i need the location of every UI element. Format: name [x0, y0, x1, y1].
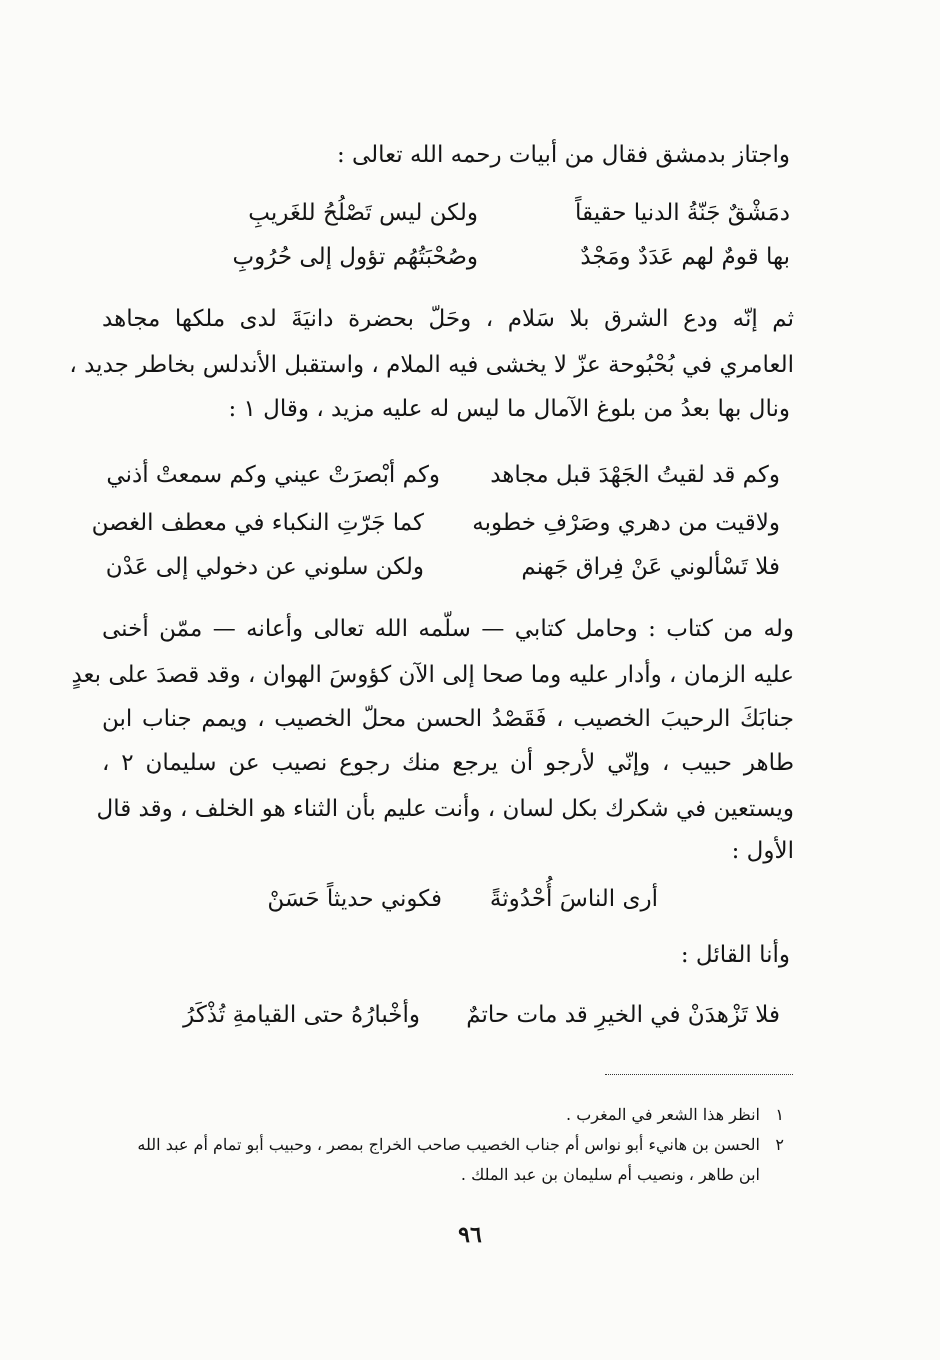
intro-line: واجتاز بدمشق فقال من أبيات رحمه الله تعالى :: [336, 142, 790, 168]
footnote2-number: ٢: [775, 1135, 784, 1154]
footnote1-number: ١: [775, 1105, 784, 1124]
poem1-verse1-second-hemistich: ولكن ليس تَصْلُحُ للغَريبِ: [248, 200, 478, 226]
para2-line6: الأول :: [731, 838, 794, 864]
para2-line3: جنابَكَ الرحيبَ الخصيب ، فَقَصْدُ الحسن محلّ الخصيب ، ويمم جناب ابن: [102, 706, 794, 732]
page-number: ٩٦: [458, 1222, 482, 1248]
para2-line1: وله من كتاب : وحامل كتابي — سلّمه الله تعالى وأعانه — ممّن أخنى: [102, 616, 794, 642]
poem2-verse3-second-hemistich: ولكن سلوني عن دخولي إلى عَدْن: [105, 554, 424, 580]
verse-single-first-hemistich: أرى الناسَ أُحْدُوثةً: [489, 886, 658, 912]
verse-single-second-hemistich: فكوني حديثاً حَسَنْ: [267, 886, 442, 912]
poem2-verse2-second-hemistich: كما جَرّتِ النكباء في معطف الغصن: [91, 510, 424, 536]
poem2-verse1-first-hemistich: وكم قد لقيتُ الجَهْدَ قبل مجاهد: [490, 462, 780, 488]
poem1-verse2-first-hemistich: بها قومٌ لهم عَدَدٌ ومَجْدٌ: [580, 244, 790, 270]
poem2-verse3-first-hemistich: فلا تَسْألوني عَنْ فِراق جَهنم: [521, 554, 780, 580]
para2-line5: ويستعين في شكرك بكل لسان ، وأنت عليم بأن الثناء هو الخلف ، وقد قال: [96, 796, 794, 822]
para2-line4: طاهر حبيب ، وإنّي لأرجو أن يرجع منك رجوع نصيب عن سليمان ٢ ،: [102, 750, 794, 776]
poem1-verse2-second-hemistich: وصُحْبَتُهُم تؤول إلى حُرُوبِ: [232, 244, 478, 270]
para1-line1: ثم إنّه ودع الشرق بلا سَلام ، وحَلّ بحضرة دانيَةَ لدى ملكها مجاهد: [102, 306, 794, 332]
said-line: وأنا القائل :: [680, 942, 790, 968]
footnote1-text: انظر هذا الشعر في المغرب .: [566, 1105, 760, 1124]
poem2-verse1-second-hemistich: وكم أبْصرَتْ عيني وكم سمعتْ أذني: [106, 462, 440, 488]
para2-line2: عليه الزمان ، وأدار عليه وما صحا إلى الآن كؤوسَ الهوان ، وقد قصدَ على بعدٍ: [71, 662, 794, 688]
para1-line3: ونال بها بعدُ من بلوغ الآمال ما ليس له عليه مزيد ، وقال ١ :: [228, 396, 790, 422]
poem1-verse1-first-hemistich: دمَشْقٌ جَنّةُ الدنيا حقيقاً: [575, 200, 790, 226]
para1-line2: العامري في بُحْبُوحة عزّ لا يخشى فيه الملام ، واستقبل الأندلس بخاطر جديد ،: [69, 352, 794, 378]
footnote2-text-line1: الحسن بن هانيء أبو نواس أم جناب الخصيب صاحب الخراج بمصر ، وحبيب أبو تمام أم عبد الله: [137, 1135, 760, 1154]
poem2-verse2-first-hemistich: ولاقيت من دهري وصَرْفِ خطوبه: [472, 510, 780, 536]
footnote2-text-line2: ابن طاهر ، ونصيب أم سليمان بن عبد الملك .: [460, 1165, 760, 1184]
footnote-divider: [605, 1074, 793, 1075]
verse-last-first-hemistich: فلا تَزْهدَنْ في الخيرِ قد مات حاتمٌ: [466, 1002, 780, 1028]
verse-last-second-hemistich: وأخْبارُهُ حتى القيامةِ تُذْكَرُ: [183, 1002, 420, 1028]
